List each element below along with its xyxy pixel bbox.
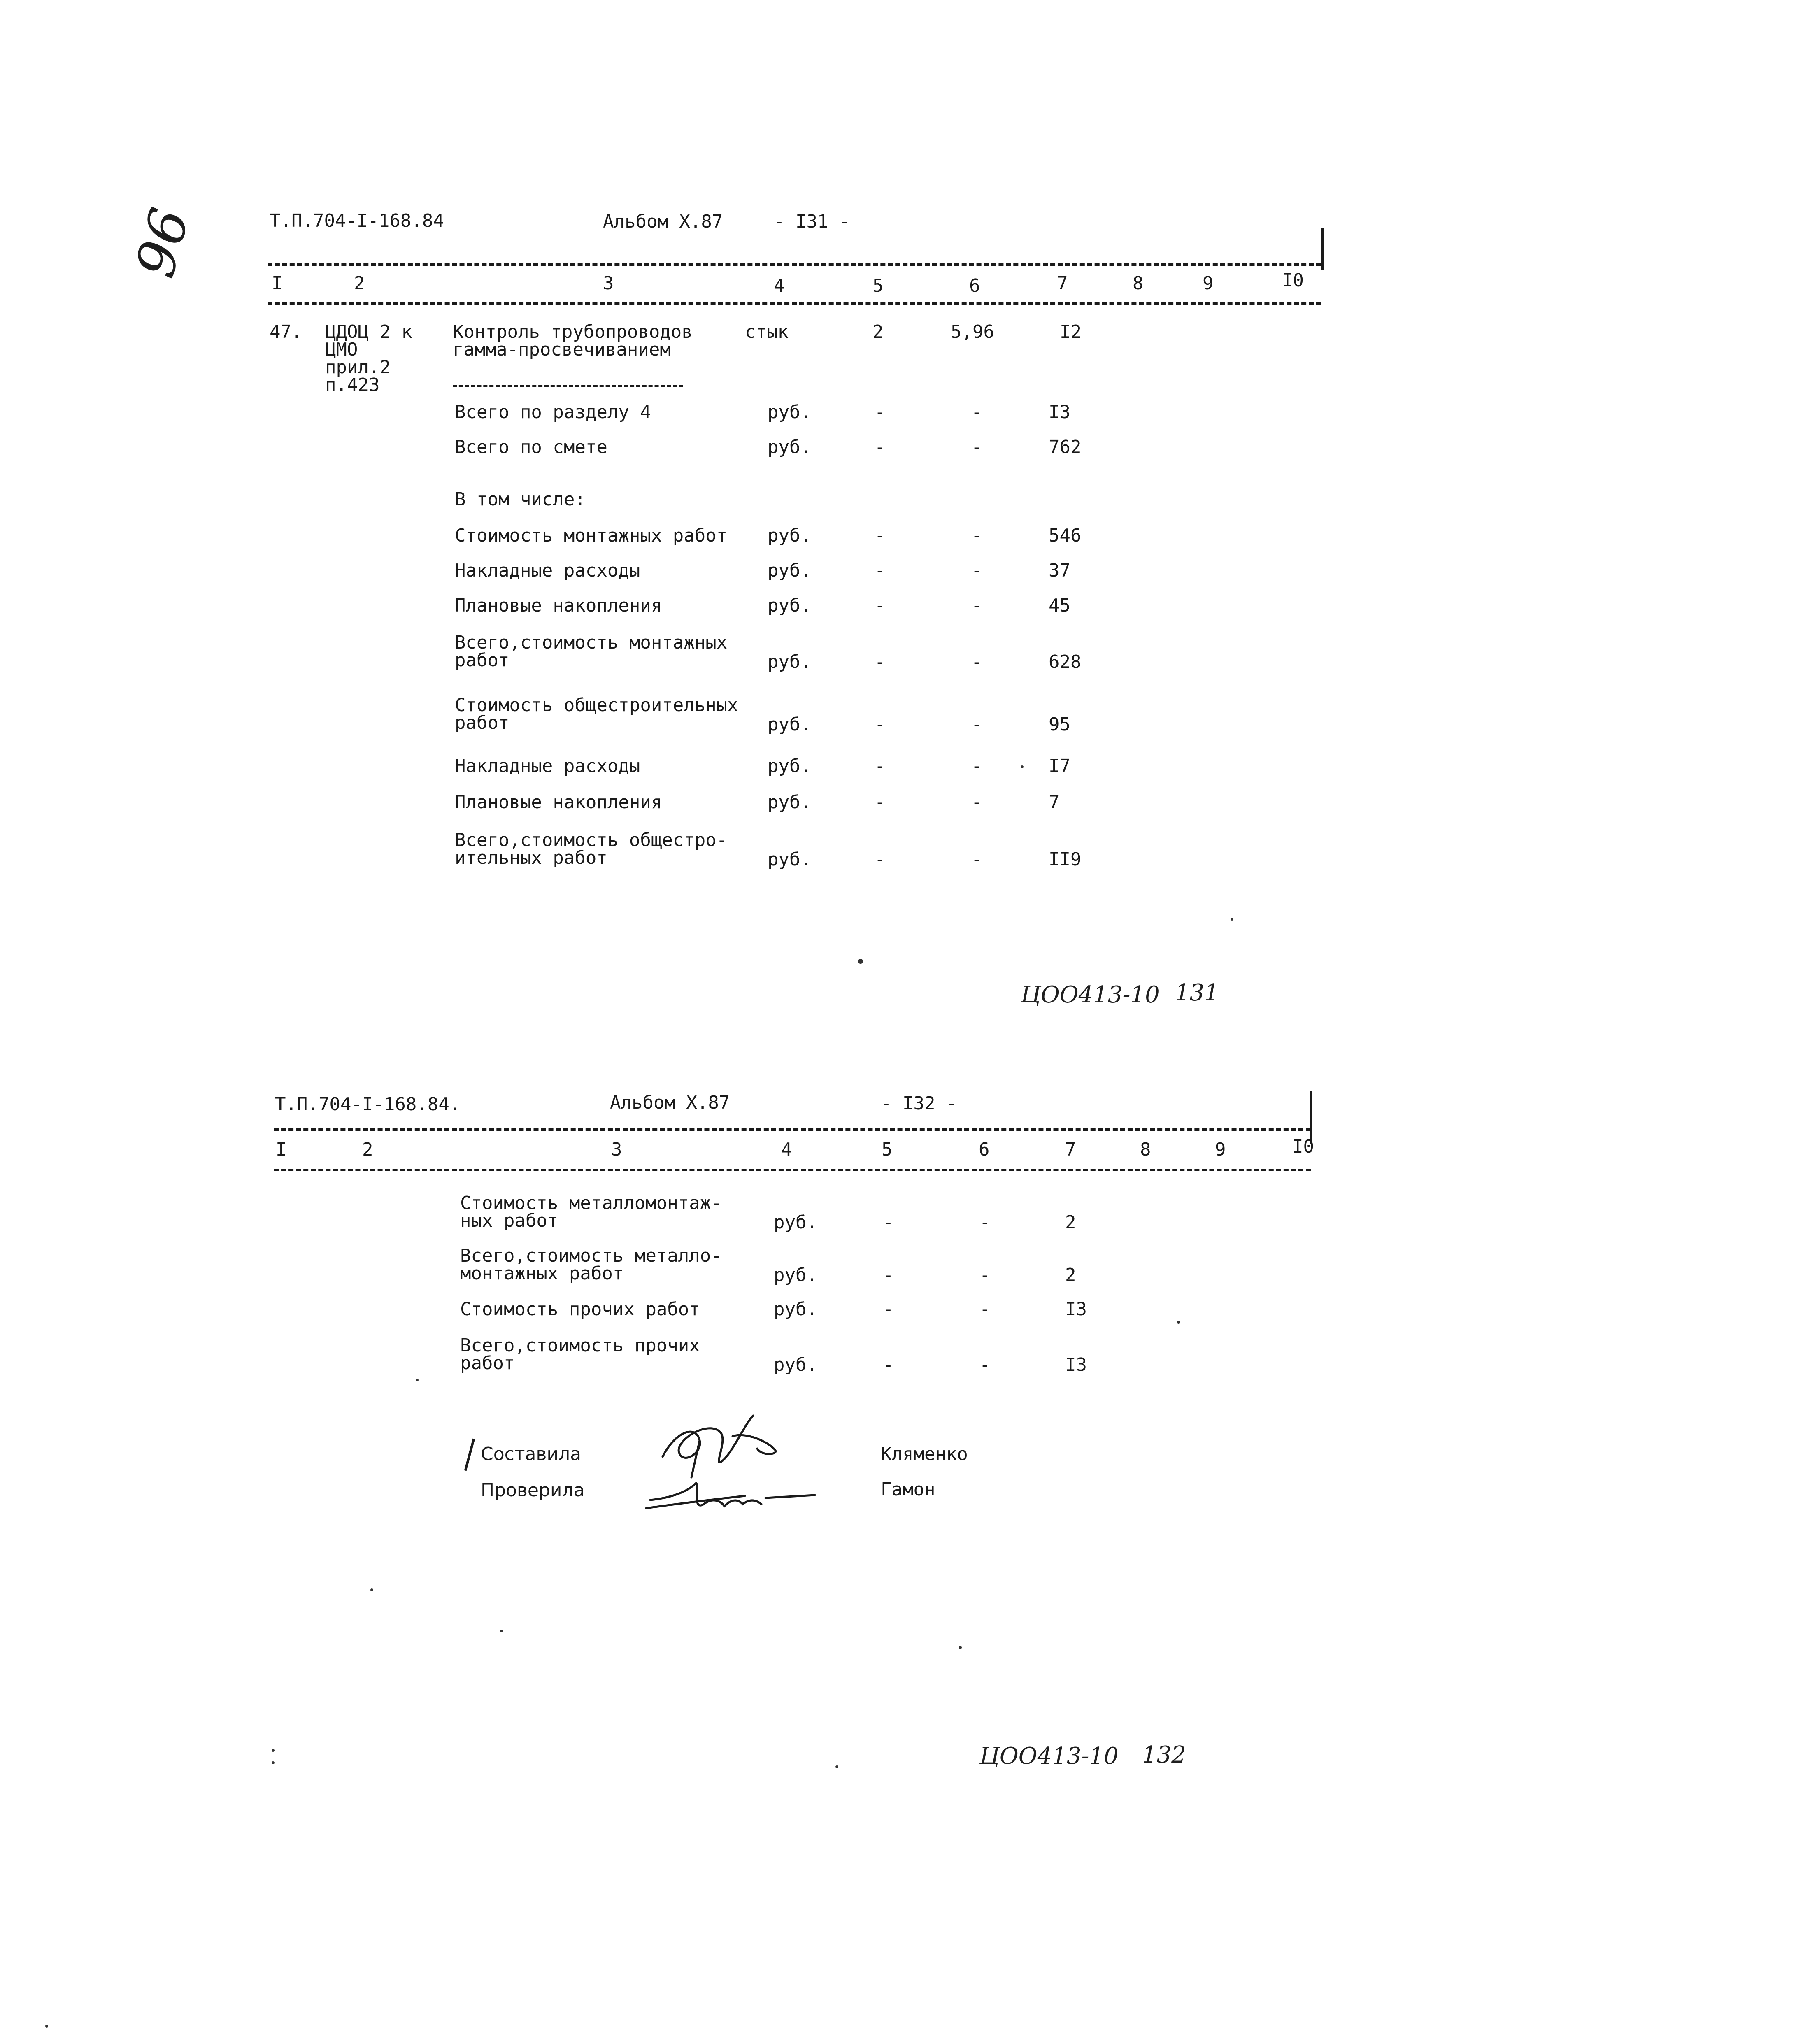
- row-col6: -: [971, 849, 982, 870]
- row-label-line: Стоимость прочих работ: [460, 1299, 700, 1320]
- scan-speck: [858, 959, 863, 964]
- row-col5: -: [875, 651, 886, 672]
- row-unit: руб.: [774, 1299, 817, 1320]
- composed-by-name: Кляменко: [881, 1444, 968, 1465]
- row-label-line: Плановые накопления: [455, 792, 662, 813]
- row-col7: I3: [1065, 1299, 1087, 1320]
- row-col5: -: [875, 849, 886, 870]
- row-col5: -: [875, 437, 886, 458]
- document-code: Т.П.704-I-168.84.: [275, 1094, 461, 1115]
- scan-speck: [1177, 1321, 1180, 1324]
- right-border-line: [1321, 228, 1324, 270]
- item-description-line: Контроль трубопроводов: [453, 321, 693, 342]
- row-col6: -: [979, 1299, 991, 1320]
- row-unit: руб.: [768, 792, 811, 813]
- page-number: - I31 -: [774, 211, 850, 232]
- row-col5: -: [883, 1354, 894, 1375]
- row-col5: -: [883, 1299, 894, 1320]
- row-col6: -: [971, 595, 982, 616]
- row-col7: I3: [1049, 402, 1070, 423]
- row-label-line: Стоимость монтажных работ: [455, 525, 728, 546]
- item-quantity: 2: [872, 321, 884, 342]
- column-header: I: [276, 1139, 287, 1160]
- footer-page-number: 132: [1142, 1742, 1186, 1768]
- header-top-rule: [274, 1128, 1311, 1131]
- column-header: 8: [1140, 1139, 1151, 1160]
- item-code-line: ЦДОЦ 2 к: [325, 321, 412, 342]
- composed-by-label: Составила: [481, 1444, 582, 1465]
- footer-page-number: 131: [1175, 979, 1219, 1006]
- margin-tick: [464, 1439, 475, 1471]
- row-col7: 628: [1049, 651, 1082, 672]
- row-col6: -: [971, 651, 982, 672]
- row-unit: руб.: [774, 1212, 817, 1233]
- corner-handwritten-mark: 96: [123, 202, 202, 284]
- column-header: 2: [362, 1139, 373, 1160]
- column-header: 9: [1215, 1139, 1226, 1160]
- column-header: 2: [354, 273, 365, 294]
- row-col6: -: [971, 792, 982, 813]
- column-header: I0: [1282, 270, 1304, 291]
- scan-speck: [370, 1588, 373, 1591]
- row-col5: -: [875, 525, 886, 546]
- column-header: 5: [882, 1139, 893, 1160]
- row-label-line: Накладные расходы: [455, 560, 640, 581]
- scan-speck: [272, 1749, 275, 1752]
- row-label-line: Всего,стоимость общестро-: [455, 830, 728, 851]
- row-col6: -: [971, 402, 982, 423]
- row-col6: -: [971, 560, 982, 581]
- document-code: Т.П.704-I-168.84: [270, 210, 444, 231]
- row-col7: II9: [1049, 849, 1082, 870]
- page-number: - I32 -: [881, 1093, 957, 1114]
- row-col7: 45: [1049, 595, 1070, 616]
- row-label-line: В том числе:: [455, 489, 586, 510]
- item-total-cost: I2: [1060, 321, 1082, 342]
- header-top-rule: [268, 263, 1321, 266]
- checked-by-label: Проверила: [481, 1480, 585, 1501]
- row-col7: I7: [1049, 756, 1070, 777]
- row-unit: руб.: [774, 1354, 817, 1375]
- row-col7: 7: [1049, 792, 1060, 813]
- row-label-line: Всего,стоимость металло-: [460, 1245, 722, 1266]
- scan-speck: [1231, 918, 1233, 921]
- column-header: 4: [774, 275, 785, 296]
- row-label-line: монтажных работ: [460, 1263, 624, 1284]
- column-header: 5: [872, 275, 884, 296]
- row-col7: 95: [1049, 714, 1070, 735]
- row-label-line: Всего,стоимость прочих: [460, 1335, 700, 1356]
- column-header: I: [272, 273, 283, 294]
- row-col6: -: [971, 437, 982, 458]
- header-bottom-rule: [268, 302, 1321, 305]
- row-col6: -: [979, 1354, 991, 1375]
- row-unit: руб.: [768, 525, 811, 546]
- column-header: 6: [979, 1139, 990, 1160]
- row-col6: -: [971, 756, 982, 777]
- row-label-line: ительных работ: [455, 847, 607, 868]
- row-label-line: Всего по смете: [455, 437, 607, 458]
- item-unit: стык: [745, 321, 789, 342]
- row-col5: -: [875, 595, 886, 616]
- footer-archive-code: ЦОО413-10: [1021, 981, 1160, 1008]
- row-label-line: Накладные расходы: [455, 756, 640, 777]
- column-header: 3: [611, 1139, 622, 1160]
- row-col6: -: [979, 1265, 991, 1286]
- row-label-line: Стоимость общестроительных: [455, 695, 738, 716]
- row-col7: 546: [1049, 525, 1082, 546]
- row-unit: руб.: [768, 849, 811, 870]
- row-unit: руб.: [768, 595, 811, 616]
- item-unit-cost: 5,96: [951, 321, 994, 342]
- row-label-line: работ: [455, 712, 509, 733]
- footer-archive-code: ЦОО413-10: [979, 1743, 1119, 1770]
- checker-signature: [642, 1475, 823, 1521]
- row-label-line: Всего по разделу 4: [455, 402, 651, 423]
- checked-by-name: Гамон: [881, 1479, 935, 1500]
- row-col7: 37: [1049, 560, 1070, 581]
- row-col6: -: [971, 525, 982, 546]
- row-col5: -: [875, 402, 886, 423]
- row-col5: -: [875, 714, 886, 735]
- row-label-line: Всего,стоимость монтажных: [455, 632, 728, 653]
- row-unit: руб.: [768, 714, 811, 735]
- scan-speck: [835, 1765, 838, 1768]
- item-number: 47.: [270, 321, 302, 342]
- row-unit: руб.: [768, 756, 811, 777]
- row-label-line: Стоимость металломонтаж-: [460, 1193, 722, 1214]
- column-header: 7: [1065, 1139, 1076, 1160]
- row-unit: руб.: [774, 1265, 817, 1286]
- row-col5: -: [875, 792, 886, 813]
- scan-speck: [500, 1630, 503, 1632]
- scan-speck: [272, 1761, 275, 1764]
- row-col7: 2: [1065, 1265, 1076, 1286]
- column-header: 9: [1203, 273, 1214, 294]
- row-col7: 2: [1065, 1212, 1076, 1233]
- row-col5: -: [883, 1212, 894, 1233]
- album-label: Альбом X.87: [610, 1092, 730, 1113]
- row-unit: руб.: [768, 651, 811, 672]
- column-header: I0: [1292, 1136, 1314, 1157]
- column-header: 4: [781, 1139, 792, 1160]
- column-header: 3: [603, 273, 614, 294]
- section-separator: [453, 385, 683, 387]
- row-col5: -: [875, 560, 886, 581]
- item-code-line: ЦМО: [325, 339, 358, 360]
- scan-speck: [45, 2025, 48, 2028]
- item-description-line: гамма-просвечиванием: [453, 339, 671, 360]
- composer-signature: [650, 1407, 807, 1481]
- row-col5: -: [883, 1265, 894, 1286]
- column-header: 8: [1133, 273, 1144, 294]
- row-label-line: работ: [455, 650, 509, 671]
- item-code-line: п.423: [325, 374, 380, 395]
- row-col6: -: [979, 1212, 991, 1233]
- row-col6: -: [971, 714, 982, 735]
- column-header: 6: [969, 275, 980, 296]
- row-label-line: Плановые накопления: [455, 595, 662, 616]
- row-unit: руб.: [768, 402, 811, 423]
- scan-speck: [959, 1646, 962, 1649]
- scan-speck: [1021, 765, 1024, 768]
- row-unit: руб.: [768, 560, 811, 581]
- item-code-line: прил.2: [325, 357, 391, 378]
- row-unit: руб.: [768, 437, 811, 458]
- row-col7: I3: [1065, 1354, 1087, 1375]
- album-label: Альбом X.87: [603, 211, 723, 232]
- scan-speck: [416, 1379, 419, 1381]
- header-bottom-rule: [274, 1169, 1311, 1171]
- row-col5: -: [875, 756, 886, 777]
- row-label-line: ных работ: [460, 1210, 558, 1231]
- row-col7: 762: [1049, 437, 1082, 458]
- row-label-line: работ: [460, 1353, 515, 1374]
- column-header: 7: [1057, 273, 1068, 294]
